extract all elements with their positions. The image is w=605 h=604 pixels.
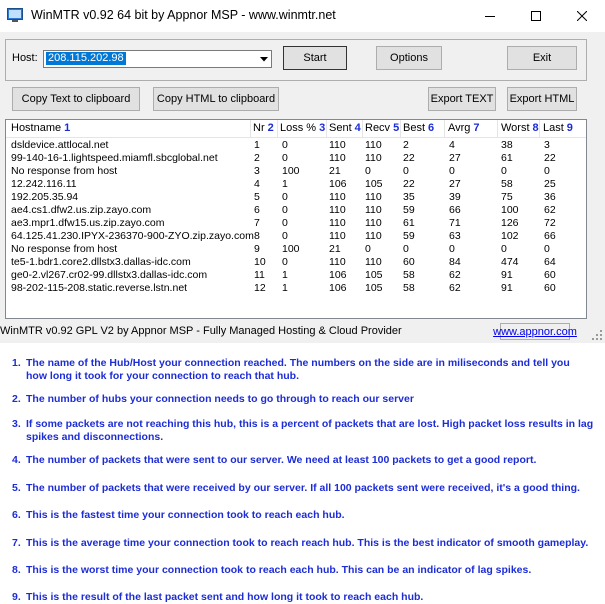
cell-avrg: 27 xyxy=(449,152,461,164)
start-button[interactable]: Start xyxy=(283,46,347,70)
column-recv[interactable]: Recv 5 xyxy=(365,122,400,134)
cell-nr: 2 xyxy=(254,152,260,164)
cell-hostname: No response from host xyxy=(11,243,118,255)
cell-sent: 106 xyxy=(329,282,347,294)
cell-nr: 10 xyxy=(254,256,266,268)
host-label: Host: xyxy=(12,52,38,64)
note-text: The name of the Hub/Host your connection reached. The numbers on the side are in miliseconds and tell you xyxy=(26,357,570,369)
table-row[interactable] xyxy=(6,165,586,178)
note-text: This is the worst time your connection took to reach each hub. This can be an indicator of lag spikes. xyxy=(26,564,532,576)
cell-worst: 102 xyxy=(501,230,519,242)
results-listview[interactable] xyxy=(5,119,587,319)
cell-avrg: 39 xyxy=(449,191,461,203)
note-text: The number of packets that were received by our server. If all 100 packets sent were received, it's a good thing. xyxy=(26,482,580,494)
cell-avrg: 71 xyxy=(449,217,461,229)
copy-html-button[interactable]: Copy HTML to clipboard xyxy=(153,87,279,111)
minimize-button[interactable] xyxy=(467,0,513,32)
exit-button[interactable]: Exit xyxy=(507,46,577,70)
note-item xyxy=(12,564,602,577)
cell-best: 0 xyxy=(403,165,409,177)
options-button[interactable]: Options xyxy=(376,46,442,70)
cell-loss: 0 xyxy=(282,256,288,268)
cell-worst: 474 xyxy=(501,256,519,268)
cell-best: 22 xyxy=(403,152,415,164)
column-hostname[interactable]: Hostname 1 xyxy=(11,122,71,134)
cell-nr: 6 xyxy=(254,204,260,216)
cell-best: 61 xyxy=(403,217,415,229)
export-html-button[interactable]: Export HTML xyxy=(507,87,577,111)
cell-last: 66 xyxy=(544,230,556,242)
cell-hostname: ae3.mpr1.dfw15.us.zip.zayo.com xyxy=(11,217,165,229)
cell-avrg: 66 xyxy=(449,204,461,216)
cell-last: 0 xyxy=(544,165,550,177)
note-number: 3. xyxy=(12,418,21,430)
cell-worst: 0 xyxy=(501,165,507,177)
note-item xyxy=(12,537,602,550)
cell-hostname: No response from host xyxy=(11,165,118,177)
column-best[interactable]: Best 6 xyxy=(403,122,435,134)
cell-best: 22 xyxy=(403,178,415,190)
note-number: 5. xyxy=(12,482,21,494)
note-text: The number of packets that were sent to our server. We need at least 100 packets to get a good report. xyxy=(26,454,537,466)
note-text: The number of hubs your connection needs to go through to reach our server xyxy=(26,393,414,405)
note-number: 9. xyxy=(12,591,21,603)
resize-grip-icon[interactable] xyxy=(592,330,602,340)
cell-sent: 106 xyxy=(329,269,347,281)
cell-sent: 110 xyxy=(329,256,346,268)
note-text: If some packets are not reaching this hub, this is a percent of packets that are lost. High packet loss results in lag xyxy=(26,418,594,430)
chevron-down-icon xyxy=(260,57,268,62)
table-row[interactable] xyxy=(6,230,586,243)
note-text: This is the fastest time your connection took to reach each hub. xyxy=(26,509,345,521)
cell-sent: 110 xyxy=(329,152,346,164)
cell-recv: 0 xyxy=(365,243,371,255)
note-item xyxy=(12,454,602,467)
column-loss[interactable]: Loss % 3 xyxy=(280,122,326,134)
cell-avrg: 62 xyxy=(449,269,461,281)
cell-worst: 126 xyxy=(501,217,519,229)
cell-avrg: 63 xyxy=(449,230,461,242)
cell-recv: 110 xyxy=(365,139,382,151)
cell-recv: 105 xyxy=(365,178,383,190)
note-text-continued: how long it took for your connection to reach that hub. xyxy=(26,370,299,382)
host-combobox[interactable] xyxy=(43,50,272,68)
cell-avrg: 0 xyxy=(449,243,455,255)
column-avrg[interactable]: Avrg 7 xyxy=(448,122,480,134)
status-bar xyxy=(0,321,605,343)
cell-last: 62 xyxy=(544,204,556,216)
cell-last: 72 xyxy=(544,217,556,229)
cell-best: 2 xyxy=(403,139,409,151)
cell-last: 60 xyxy=(544,282,556,294)
maximize-button[interactable] xyxy=(513,0,559,32)
cell-loss: 1 xyxy=(282,282,288,294)
note-item xyxy=(12,482,602,495)
cell-last: 0 xyxy=(544,243,550,255)
table-row[interactable] xyxy=(6,139,586,152)
cell-sent: 110 xyxy=(329,204,346,216)
close-button[interactable] xyxy=(559,0,605,32)
column-nr[interactable]: Nr 2 xyxy=(253,122,274,134)
note-item xyxy=(12,509,602,522)
cell-worst: 38 xyxy=(501,139,513,151)
cell-last: 25 xyxy=(544,178,556,190)
table-row[interactable] xyxy=(6,282,586,295)
cell-best: 60 xyxy=(403,256,415,268)
cell-hostname: 192.205.35.94 xyxy=(11,191,79,203)
host-input[interactable]: 208.115.202.98 xyxy=(48,52,124,64)
app-icon xyxy=(7,8,23,22)
cell-nr: 5 xyxy=(254,191,260,203)
note-item xyxy=(12,418,602,444)
cell-sent: 106 xyxy=(329,178,347,190)
cell-nr: 4 xyxy=(254,178,260,190)
cell-last: 60 xyxy=(544,269,556,281)
cell-best: 0 xyxy=(403,243,409,255)
cell-hostname: 12.242.116.11 xyxy=(11,178,77,190)
cell-recv: 0 xyxy=(365,165,371,177)
cell-avrg: 62 xyxy=(449,282,461,294)
cell-nr: 12 xyxy=(254,282,266,294)
window-title: WinMTR v0.92 64 bit by Appnor MSP - www.winmtr.net xyxy=(31,8,336,22)
cell-loss: 1 xyxy=(282,269,288,281)
note-number: 4. xyxy=(12,454,21,466)
cell-hostname: te5-1.bdr1.core2.dllstx3.dallas-idc.com xyxy=(11,256,191,268)
cell-nr: 3 xyxy=(254,165,260,177)
cell-nr: 7 xyxy=(254,217,260,229)
cell-recv: 105 xyxy=(365,269,383,281)
cell-loss: 0 xyxy=(282,139,288,151)
cell-sent: 21 xyxy=(329,243,341,255)
maximize-icon xyxy=(531,11,541,21)
table-row[interactable] xyxy=(6,191,586,204)
note-item xyxy=(12,357,602,383)
cell-loss: 1 xyxy=(282,178,288,190)
cell-avrg: 4 xyxy=(449,139,455,151)
close-icon xyxy=(577,11,587,21)
cell-avrg: 27 xyxy=(449,178,461,190)
cell-hostname: 99-140-16-1.lightspeed.miamfl.sbcglobal.net xyxy=(11,152,218,164)
title-bar[interactable] xyxy=(0,0,605,32)
cell-nr: 9 xyxy=(254,243,260,255)
cell-last: 36 xyxy=(544,191,556,203)
table-row[interactable] xyxy=(6,152,586,165)
cell-sent: 110 xyxy=(329,139,346,151)
cell-last: 3 xyxy=(544,139,550,151)
cell-avrg: 0 xyxy=(449,165,455,177)
cell-nr: 11 xyxy=(254,269,265,281)
table-row[interactable] xyxy=(6,256,586,269)
column-sent[interactable]: Sent 4 xyxy=(329,122,361,134)
cell-recv: 110 xyxy=(365,152,382,164)
cell-worst: 91 xyxy=(501,282,513,294)
note-number: 1. xyxy=(12,357,21,369)
cell-last: 64 xyxy=(544,256,556,268)
cell-sent: 110 xyxy=(329,191,346,203)
table-row[interactable] xyxy=(6,204,586,217)
note-text: This is the average time your connection took to reach reach hub. This is the best indicator of smooth gameplay. xyxy=(26,537,589,549)
note-number: 7. xyxy=(12,537,21,549)
cell-nr: 1 xyxy=(254,139,260,151)
appnor-link[interactable]: www.appnor.com xyxy=(500,323,570,340)
note-item xyxy=(12,393,602,406)
note-text: This is the result of the last packet sent and how long it took to reach each hub. xyxy=(26,591,424,603)
cell-worst: 100 xyxy=(501,204,519,216)
note-text-continued: spikes and disconnections. xyxy=(26,431,164,443)
host-dropdown-button[interactable] xyxy=(257,51,271,67)
column-worst[interactable]: Worst 8 xyxy=(501,122,539,134)
cell-loss: 0 xyxy=(282,230,288,242)
cell-loss: 0 xyxy=(282,191,288,203)
cell-loss: 0 xyxy=(282,204,288,216)
cell-worst: 58 xyxy=(501,178,513,190)
cell-recv: 110 xyxy=(365,204,382,216)
cell-recv: 110 xyxy=(365,217,382,229)
cell-avrg: 84 xyxy=(449,256,461,268)
cell-hostname: ae4.cs1.dfw2.us.zip.zayo.com xyxy=(11,204,152,216)
status-text: WinMTR v0.92 GPL V2 by Appnor MSP - Fully Managed Hosting & Cloud Provider xyxy=(0,325,402,337)
table-row[interactable] xyxy=(6,217,586,230)
cell-hostname: 64.125.41.230.IPYX-236370-900-ZYO.zip.zayo.com xyxy=(11,230,254,242)
cell-hostname: 98-202-115-208.static.reverse.lstn.net xyxy=(11,282,188,294)
copy-text-button[interactable]: Copy Text to clipboard xyxy=(12,87,140,111)
annotation-notes xyxy=(0,343,605,603)
cell-sent: 21 xyxy=(329,165,341,177)
table-row[interactable] xyxy=(6,269,586,282)
note-item xyxy=(12,591,602,604)
cell-worst: 0 xyxy=(501,243,507,255)
cell-loss: 0 xyxy=(282,152,288,164)
cell-worst: 91 xyxy=(501,269,513,281)
minimize-icon xyxy=(485,11,495,21)
cell-last: 22 xyxy=(544,152,556,164)
cell-best: 35 xyxy=(403,191,415,203)
cell-recv: 105 xyxy=(365,282,383,294)
cell-best: 59 xyxy=(403,230,415,242)
cell-hostname: ge0-2.vl267.cr02-99.dllstx3.dallas-idc.com xyxy=(11,269,208,281)
cell-worst: 75 xyxy=(501,191,513,203)
column-last[interactable]: Last 9 xyxy=(543,122,573,134)
cell-recv: 110 xyxy=(365,256,382,268)
cell-recv: 110 xyxy=(365,191,382,203)
cell-nr: 8 xyxy=(254,230,260,242)
note-number: 2. xyxy=(12,393,21,405)
export-text-button[interactable]: Export TEXT xyxy=(428,87,496,111)
cell-best: 59 xyxy=(403,204,415,216)
cell-loss: 100 xyxy=(282,243,300,255)
cell-hostname: dsldevice.attlocal.net xyxy=(11,139,109,151)
cell-best: 58 xyxy=(403,269,415,281)
cell-sent: 110 xyxy=(329,230,346,242)
cell-sent: 110 xyxy=(329,217,346,229)
table-row[interactable] xyxy=(6,243,586,256)
cell-best: 58 xyxy=(403,282,415,294)
cell-recv: 110 xyxy=(365,230,382,242)
table-row[interactable] xyxy=(6,178,586,191)
cell-loss: 100 xyxy=(282,165,300,177)
cell-loss: 0 xyxy=(282,217,288,229)
note-number: 6. xyxy=(12,509,21,521)
cell-worst: 61 xyxy=(501,152,513,164)
results-header xyxy=(6,120,586,138)
note-number: 8. xyxy=(12,564,21,576)
